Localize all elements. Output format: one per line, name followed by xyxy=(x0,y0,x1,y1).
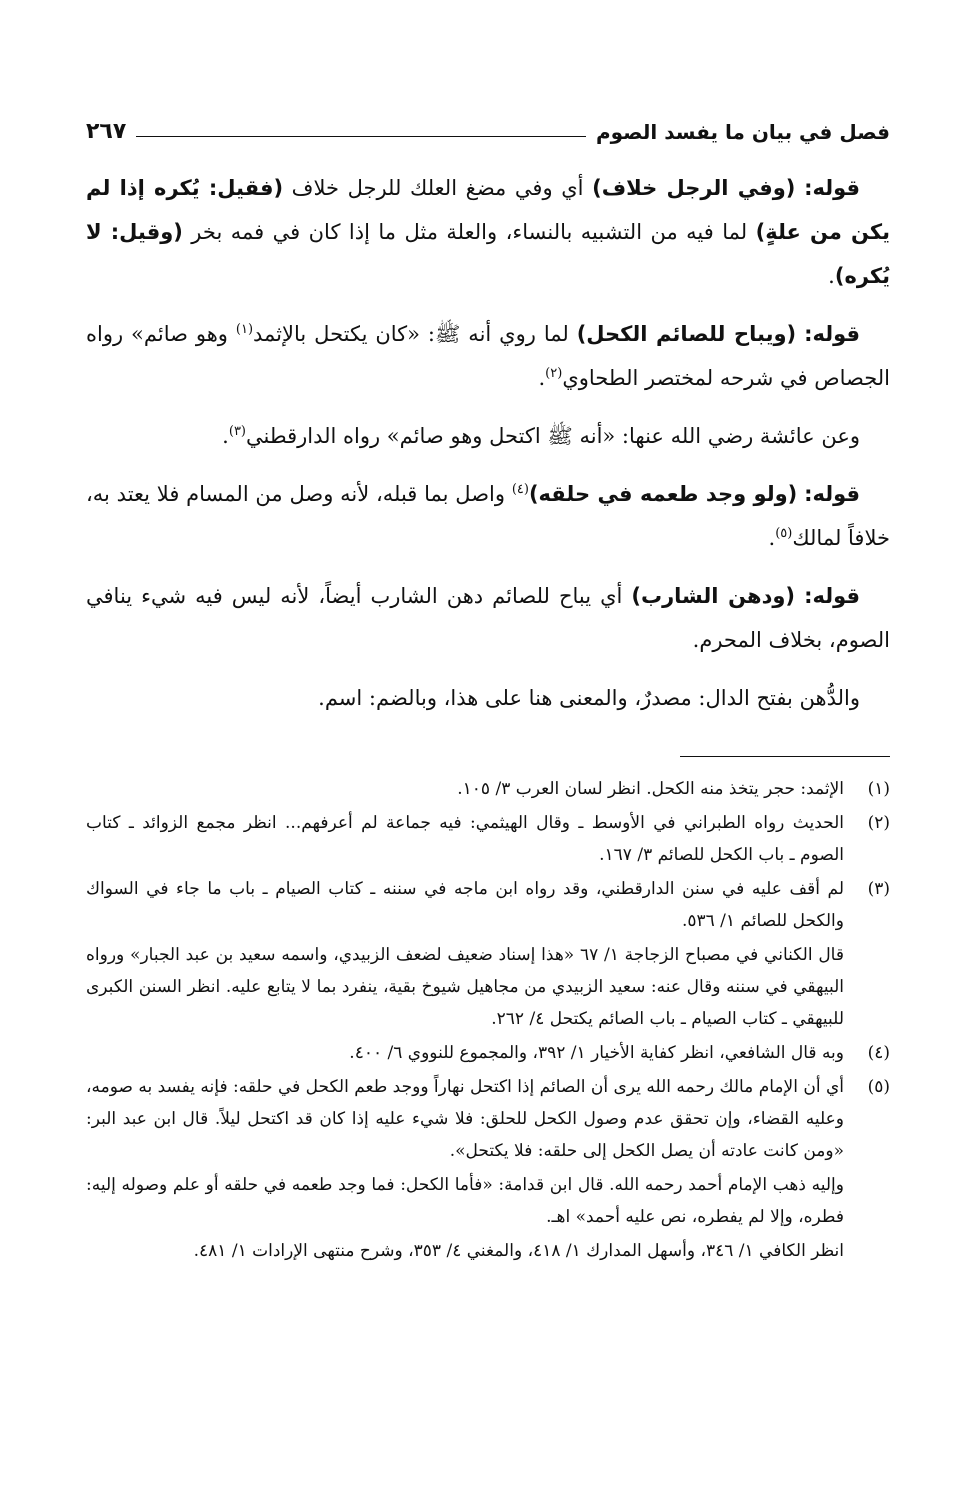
paragraph-1 xyxy=(86,166,890,298)
quoted-matn: (وفي الرجل خلاف) xyxy=(592,176,796,200)
commentary-text: وهو صائم» رواه الجصاص في شرحه لمختصر الطحاوي xyxy=(86,322,890,390)
commentary-text: أي وفي مضغ العلك للرجل خلاف xyxy=(283,176,593,200)
paragraph-4 xyxy=(86,472,890,560)
commentary-text: . xyxy=(768,526,776,550)
quoted-matn: (ودهن الشارب) xyxy=(631,584,796,608)
main-text xyxy=(86,166,890,720)
footnote-text: الحديث رواه الطبراني في الأوسط ـ وقال الهيثمي: فيه جماعة لم أعرفهم... انظر مجمع الزوائد ـ كتاب الصوم ـ باب الكحل للصائم ٣/ ١٦٧. xyxy=(86,813,844,865)
footnote-4 xyxy=(86,1037,890,1069)
lead-word: قوله: xyxy=(804,322,860,346)
running-header xyxy=(86,104,890,144)
footnote-number: (٢) xyxy=(867,813,890,833)
lead-word: قوله: xyxy=(804,584,860,608)
quoted-matn: (ويباح للصائم الكحل) xyxy=(576,322,797,346)
footnote-number: (٣) xyxy=(867,879,890,899)
chapter-title: فصل في بيان ما يفسد الصوم xyxy=(595,120,890,144)
commentary-text: لما روي أنه ﷺ: «كان يكتحل بالإثمد xyxy=(253,322,577,346)
footnote-text: لم أقف عليه في سنن الدارقطني، وقد رواه ابن ماجه في سننه ـ كتاب الصيام ـ باب ما جاء في السواك والكحل للصائم ١/ ٥٣٦. xyxy=(86,879,844,931)
footnote-separator xyxy=(680,756,890,757)
page-number: ٢٦٧ xyxy=(86,119,127,144)
footnote-number: (٥) xyxy=(867,1077,890,1097)
commentary-text: . xyxy=(828,264,835,288)
paragraph-5 xyxy=(86,574,890,662)
footnote-marker[interactable]: (١) xyxy=(235,322,254,337)
paragraph-2 xyxy=(86,312,890,400)
footnote-number: (١) xyxy=(867,779,890,799)
footnote-marker[interactable]: (٣) xyxy=(228,424,246,439)
commentary-text: وعن عائشة رضي الله عنها: «أنه ﷺ اكتحل وهو صائم» رواه الدارقطني xyxy=(246,424,860,448)
paragraph-6 xyxy=(86,676,890,720)
commentary-text: واصل بما قبله، لأنه وصل من المسام فلا يعتد به، خلافاً لمالك xyxy=(86,482,890,550)
commentary-text: لما فيه من التشبيه بالنساء، والعلة مثل ما إذا كان في فمه بخر xyxy=(182,220,756,244)
lead-word: قوله: xyxy=(804,176,860,200)
footnotes xyxy=(86,773,890,1267)
footnote-3-continuation: قال الكناني في مصباح الزجاجة ١/ ٦٧ «هذا إسناد ضعيف لضعف الزبيدي، واسمه سعيد بن عبد الجبار» ورواه البيهقي في سننه وقال عنه: سعيد الزبيدي من مجاهيل شيوخ بقية، ينفرد بما لا يتابع عليه. انظر السنن الكبرى للبيهقي ـ كتاب الصيام ـ باب الصائم يكتحل ٤/ ٢٦٢. xyxy=(86,945,844,1029)
commentary-text: . xyxy=(222,424,229,448)
footnote-5-continuation: وإليه ذهب الإمام أحمد رحمه الله. قال ابن قدامة: «فأما الكحل: فما وجد طعمه في حلقه أو علم وصوله إليه: فطره، وإلا لم يفطره، نص عليه أحمد» اهـ. xyxy=(86,1175,844,1227)
commentary-text: والدُّهن بفتح الدال: مصدرٌ، والمعنى هنا على هذا، وبالضم: اسم. xyxy=(318,686,860,710)
footnote-number: (٤) xyxy=(867,1043,890,1063)
footnote-marker[interactable]: (٤) xyxy=(511,482,529,497)
quoted-matn: (فقيل: يُكره إذا لم يكن من علةٍ) xyxy=(86,176,890,244)
commentary-text: . xyxy=(538,366,546,390)
footnote-1 xyxy=(86,773,890,805)
header-rule xyxy=(136,136,586,137)
footnote-5-references: انظر الكافي ١/ ٣٤٦، وأسهل المدارك ١/ ٤١٨، والمغني ٤/ ٣٥٣، وشرح منتهى الإرادات ١/ ٤٨١. xyxy=(193,1241,844,1261)
footnote-text: أي أن الإمام مالك رحمه الله يرى أن الصائم إذا اكتحل نهاراً ووجد طعم الكحل في حلقه: فإنه يفسد به صومه، وعليه القضاء، وإن تحقق عدم وصول الكحل للحلق: فلا شيء عليه إذا كان قد اكتحل ليلاً. قال ابن عبد البر: «ومن كانت عادته أن يصل الكحل إلى حلقه: فلا يكتحل». xyxy=(86,1077,844,1161)
footnote-marker[interactable]: (٢) xyxy=(545,366,563,381)
footnote-text: الإثمد: حجر يتخذ منه الكحل. انظر لسان العرب ٣/ ١٠٥. xyxy=(457,779,844,799)
commentary-text: أي يباح للصائم دهن الشارب أيضاً، لأنه ليس فيه شيء ينافي الصوم، بخلاف المحرم. xyxy=(86,584,890,652)
footnote-text: وبه قال الشافعي، انظر كفاية الأخيار ١/ ٣٩٢، والمجموع للنووي ٦/ ٤٠٠. xyxy=(349,1043,844,1063)
footnote-5 xyxy=(86,1071,890,1167)
book-page xyxy=(86,104,890,1269)
paragraph-3 xyxy=(86,414,890,458)
quoted-matn: (ولو وجد طعمه في حلقه) xyxy=(528,482,798,506)
footnote-3 xyxy=(86,873,890,937)
quoted-matn: (وقيل: لا يُكره) xyxy=(86,220,890,288)
footnote-marker[interactable]: (٥) xyxy=(775,526,793,541)
footnote-2 xyxy=(86,807,890,871)
lead-word: قوله: xyxy=(804,482,860,506)
